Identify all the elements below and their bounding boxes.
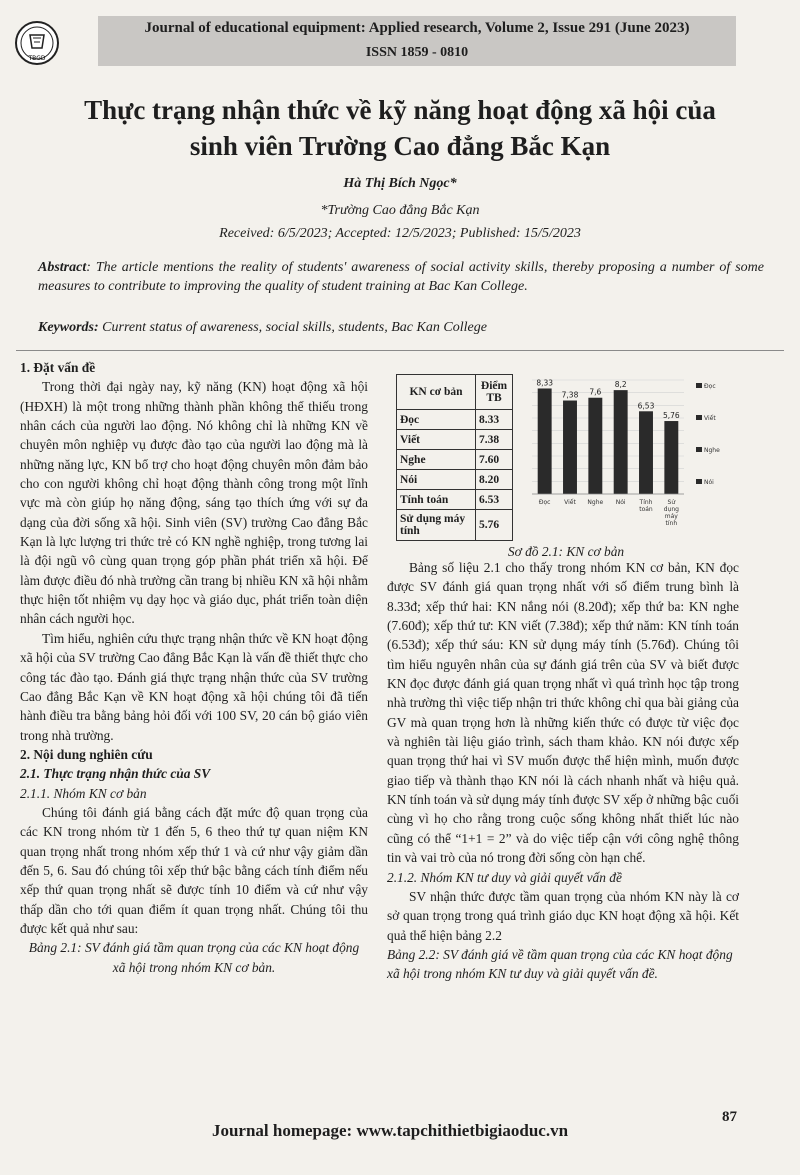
table-header-row bbox=[397, 375, 513, 410]
data-label: 8,33 bbox=[536, 378, 554, 388]
x-tick-label: Nghe bbox=[587, 499, 604, 506]
x-tick-label: Tính bbox=[639, 499, 653, 506]
table-row bbox=[397, 470, 513, 490]
abstract bbox=[38, 258, 764, 296]
table-cell: 7.38 bbox=[476, 430, 513, 450]
x-tick-label: Sử bbox=[667, 499, 676, 506]
subsection-heading-2-1-2: 2.1.2. Nhóm KN tư duy và giải quyết vấn đề bbox=[387, 869, 622, 885]
legend-entry: Đọc bbox=[704, 383, 716, 390]
page-number: 87 bbox=[722, 1109, 737, 1125]
subsection-heading-2-1: 2.1. Thực trạng nhận thức của SV bbox=[20, 766, 211, 782]
table-cell: Nghe bbox=[397, 450, 476, 470]
table-row bbox=[397, 410, 513, 430]
data-label: 5,76 bbox=[662, 411, 680, 421]
paper-title bbox=[20, 92, 780, 164]
table-header: KN cơ bản bbox=[397, 375, 476, 410]
table-cell: Đọc bbox=[397, 410, 476, 430]
data-label: 7,38 bbox=[561, 390, 579, 400]
legend-swatch bbox=[696, 447, 702, 452]
bar bbox=[563, 401, 577, 494]
paragraph: Trong thời đại ngày nay, kỹ năng (KN) hoạt động xã hội (HĐXH) là một trong những thành phần không thể thiếu trong nhân cách của người lao động. Nó không chỉ là những KN về chuyên môn nghiệp vụ được đào tạo của người lao động mà là những năng lực, KN bổ trợ cho hoạt động chuyên môn đảm bảo cho con người không chỉ hoạt động thành công trong một lĩnh vực mà còn giúp họ năng động, sáng tạo thích ứng với sự đa dạng của đời sống xã hội. Sinh viên (SV) trường Cao đẳng Bắc Kạn là lực lượng tri thức trẻ có KN nghề nghiệp, trong tương lai là đội ngũ vô cùng quan trọng góp phần phát triển xã hội. Để làm được điều đó nhà trường cần trang bị nhiều KN xã hội nhằm thực hiện tốt nhiệm vụ dạy học và giáo dục, phát triển toàn diện nhân cách người học. bbox=[20, 379, 368, 627]
table-row bbox=[397, 430, 513, 450]
right-column bbox=[387, 558, 739, 984]
legend-swatch bbox=[696, 479, 702, 484]
left-column bbox=[20, 358, 368, 977]
chart-caption: Sơ đồ 2.1: KN cơ bản bbox=[507, 544, 625, 559]
abstract-text: : The article mentions the reality of students' awareness of social activity skills, thereby proposing a number of some measures to contribute to improving the quality of student training at Bac Kan College. bbox=[38, 260, 764, 294]
x-tick-label: Đọc bbox=[538, 499, 551, 506]
subsection-heading-2-1-1: 2.1.1. Nhóm KN cơ bản bbox=[20, 785, 147, 801]
title-line-1: Thực trạng nhận thức về kỹ năng hoạt động xã hội của bbox=[84, 95, 716, 125]
table-cell: Sử dụng máy tính bbox=[397, 510, 476, 541]
paragraph: Bảng số liệu 2.1 cho thấy trong nhóm KN cơ bản, KN đọc được SV đánh giá quan trọng nhất với số điểm trung bình là 8.33đ; xếp thứ hai: KN nắng nói (8.20đ); xếp thứ ba: KN nghe (7.60đ); xếp thứ tư: KN viết (7.38đ); xếp thứ năm: KN tính toán (6.53đ); xếp thứ sáu: KN sử dụng máy tính (5.76đ). Chúng tôi tìm hiểu nguyên nhân của sự đánh giá trên của SV và biết được KN đọc được đánh giá quan trọng nhất vì quá trình học tập trong nhà trường thì việc tiếp nhận tri thức không chỉ qua bài giảng của GV mà quan trọng hơn là những kiến thức có được từ việc đọc và nghiên tài liệu giáo trình, sách tham khảo. KN nói được xếp quan trọng thứ hai vì SV muốn được thể hiện mình, muốn được giao tiếp và thành thạo KN nói là cách nhanh nhất và hiệu quả. KN tính toán và sử dụng máy tính được SV xếp ở những bậc cuối cùng vì họ cho rằng trong cuộc sống không nhất thiết lúc nào cũng có thể “1+1 = 2” và do việc tiếp cận với công nghệ thông tin và vai trò của nó trong đời sống còn hạn chế. bbox=[387, 560, 739, 866]
title-line-2: sinh viên Trường Cao đẳng Bắc Kạn bbox=[189, 131, 611, 161]
x-tick-label: tính bbox=[665, 520, 678, 527]
journal-homepage: Journal homepage: www.tapchithietbigiaoduc.vn bbox=[211, 1121, 569, 1140]
table-row bbox=[397, 510, 513, 541]
keywords-text: Current status of awareness, social skills, students, Bac Kan College bbox=[98, 320, 487, 335]
divider bbox=[16, 350, 784, 351]
table-cell: 8.20 bbox=[476, 470, 513, 490]
keywords-label: Keywords: bbox=[38, 320, 99, 335]
score-table bbox=[396, 374, 513, 541]
author: Hà Thị Bích Ngọc* bbox=[343, 176, 457, 191]
legend-swatch bbox=[696, 383, 702, 388]
svg-text:TBGD: TBGD bbox=[28, 55, 46, 62]
table-row bbox=[397, 450, 513, 470]
x-tick-label: Viết bbox=[564, 499, 576, 506]
table-cell: Viết bbox=[397, 430, 476, 450]
table-caption-2-2: Bảng 2.2: SV đánh giá về tầm quan trọng của các KN hoạt động xã hội trong nhóm KN tư duy và giải quyết vấn đề. bbox=[387, 946, 733, 982]
x-tick-label: Nói bbox=[615, 499, 626, 506]
data-label: 8,2 bbox=[614, 380, 627, 390]
legend-entry: Nói bbox=[704, 479, 714, 486]
x-tick-label: máy bbox=[664, 513, 678, 520]
issn: ISSN 1859 - 0810 bbox=[365, 45, 469, 60]
legend-swatch bbox=[696, 415, 702, 420]
table-cell: Tính toán bbox=[397, 490, 476, 510]
bar bbox=[664, 421, 678, 494]
x-tick-label: dụng bbox=[663, 506, 679, 513]
bar bbox=[588, 398, 602, 494]
journal-header: Journal of educational equipment: Applied research, Volume 2, Issue 291 (June 2023) bbox=[144, 20, 690, 36]
table-row bbox=[397, 490, 513, 510]
bar bbox=[614, 390, 628, 494]
table-cell: 5.76 bbox=[476, 510, 513, 541]
paragraph: Chúng tôi đánh giá bằng cách đặt mức độ quan trọng của các KN trong nhóm từ 1 đến 5, 6 theo thứ tự quan niệm KN quan trọng nhất trong nhóm xếp thứ 1 và cứ như vậy giảm dần đến 5, 6. Sau đó chúng tôi xếp thứ bậc bằng cách tính điểm nếu xếp thứ quan trọng nhất sẽ được tính 10 điểm và cứ như vậy thấp dần cho tới quan điểm ít quan trọng nhất. Chúng tôi thu được kết quả như sau: bbox=[20, 804, 368, 936]
affiliation: *Trường Cao đẳng Bắc Kạn bbox=[320, 203, 480, 218]
table-cell: 6.53 bbox=[476, 490, 513, 510]
section-heading-2: 2. Nội dung nghiên cứu bbox=[20, 746, 153, 762]
table-cell: 8.33 bbox=[476, 410, 513, 430]
abstract-label: Abstract bbox=[38, 260, 87, 275]
bar-chart bbox=[516, 372, 744, 544]
journal-logo bbox=[14, 20, 60, 66]
x-tick-label: toán bbox=[639, 506, 653, 513]
table-cell: Nói bbox=[397, 470, 476, 490]
legend-entry: Nghe bbox=[704, 447, 720, 454]
paragraph: SV nhận thức được tầm quan trọng của nhóm KN này là cơ sở quan trọng trong quá trình giáo dục KN hoạt động xã hội. Kết quả thể hiện bảng 2.2 bbox=[387, 888, 739, 943]
bar bbox=[538, 388, 552, 494]
keywords bbox=[38, 320, 764, 336]
data-label: 6,53 bbox=[637, 401, 655, 411]
legend-entry: Viết bbox=[704, 415, 716, 422]
table-header: Điểm TB bbox=[476, 375, 513, 410]
paragraph: Tìm hiểu, nghiên cứu thực trạng nhận thức về KN hoạt động xã hội của SV trường Cao đẳng Bắc Kạn là vấn đề thiết thực cho công tác đào tạo. Đánh giá thực trạng nhận thức của SV trường Cao đẳng Bắc Kạn về KN hoạt động xã hội chúng tôi đã tiến hành điều tra bằng bảng hỏi đối với 100 SV, 20 cán bộ giáo viên trong nhà trường. bbox=[20, 630, 368, 743]
table-cell: 7.60 bbox=[476, 450, 513, 470]
data-label: 7,6 bbox=[589, 387, 602, 397]
table-caption-2-1: Bảng 2.1: SV đánh giá tầm quan trọng của các KN hoạt động xã hội trong nhóm KN cơ bản. bbox=[28, 940, 360, 975]
bar bbox=[639, 411, 653, 494]
dates: Received: 6/5/2023; Accepted: 12/5/2023; Published: 15/5/2023 bbox=[219, 226, 581, 241]
section-heading-1: 1. Đặt vấn đề bbox=[20, 360, 96, 375]
